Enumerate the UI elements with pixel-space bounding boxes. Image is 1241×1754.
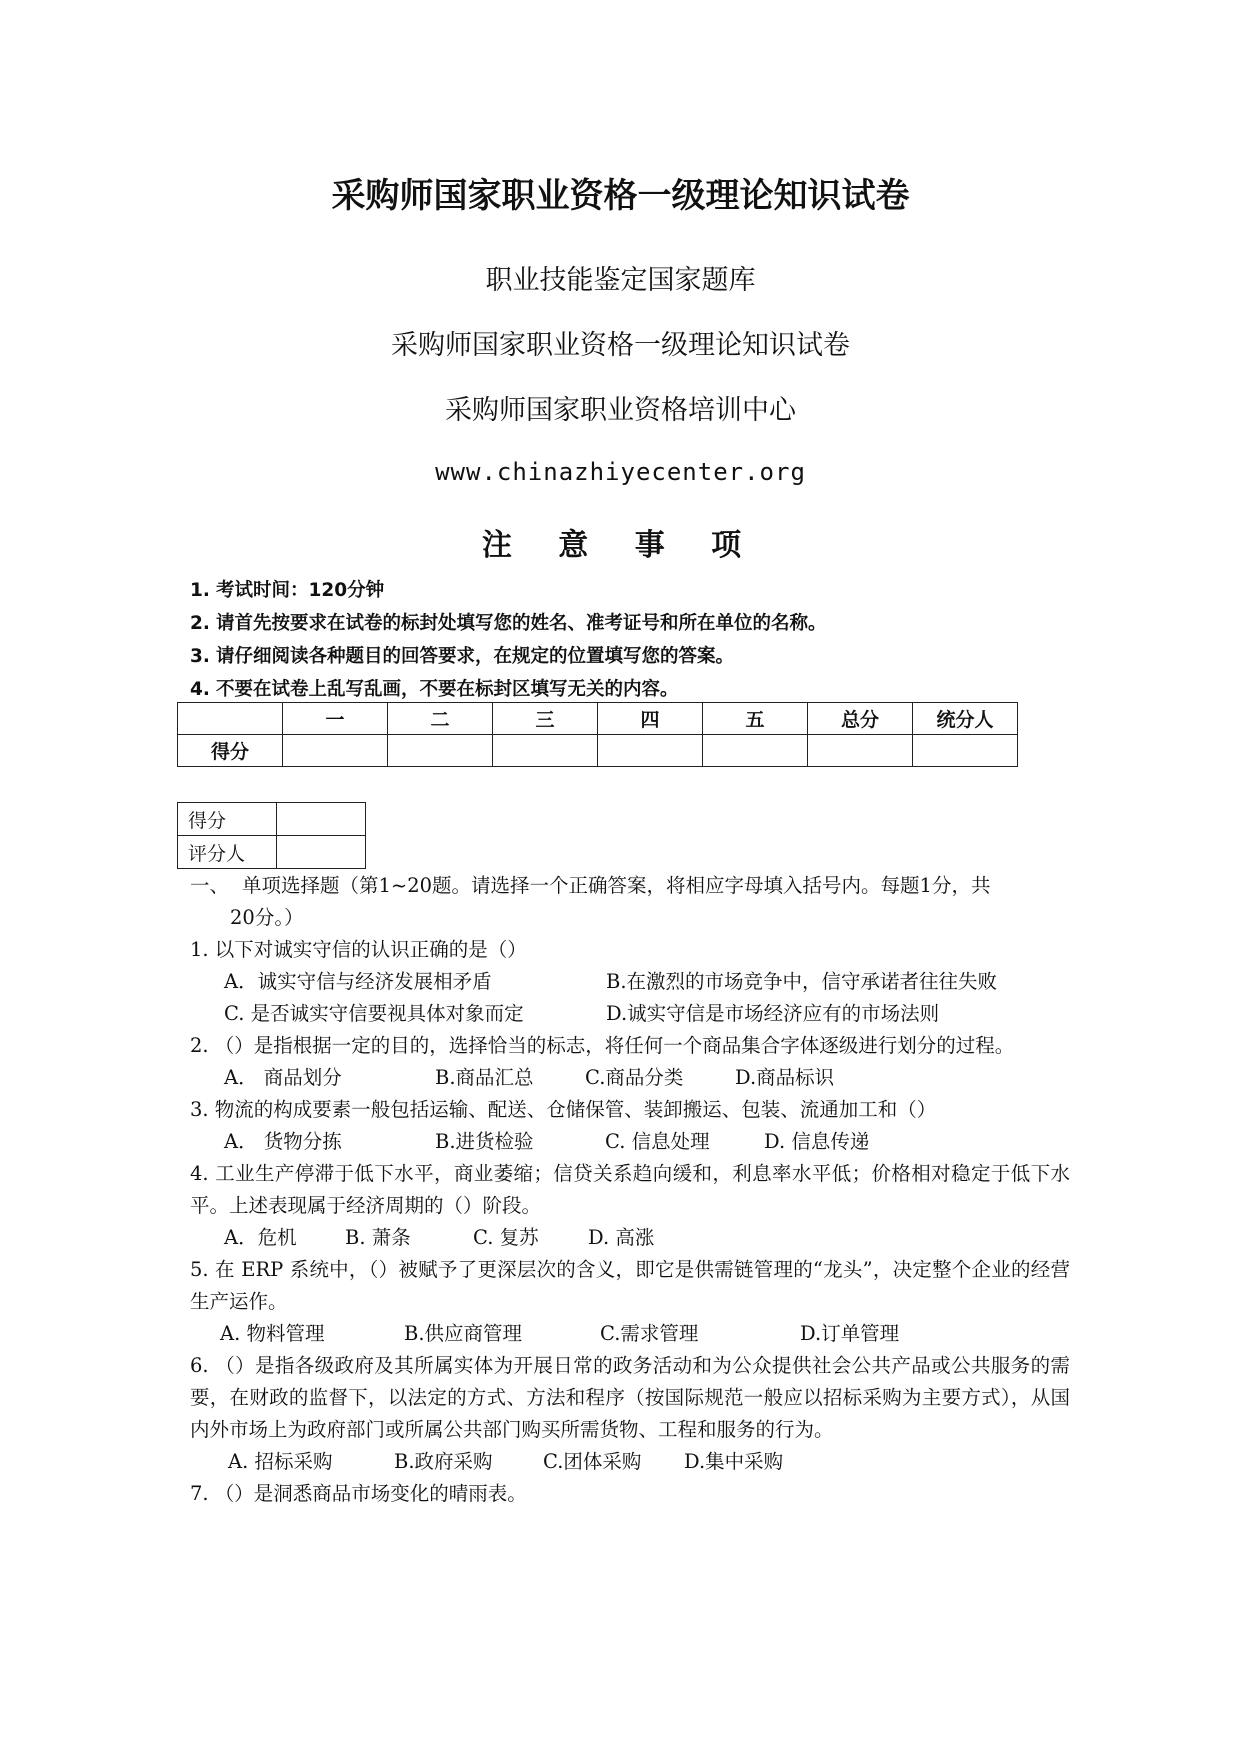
question-stem: 7. （）是洞悉商品市场变化的晴雨表。 <box>190 1482 527 1505</box>
option-d[interactable]: D.订单管理 <box>800 1322 900 1345</box>
notice-list <box>190 574 827 706</box>
section-heading-line <box>190 870 1070 902</box>
question-list <box>190 934 1070 1510</box>
score-row <box>178 735 1018 767</box>
notice-number: 3. <box>190 646 210 667</box>
option-a[interactable]: A. 物料管理 <box>220 1322 325 1345</box>
grader-name-row <box>178 836 366 869</box>
question-stem: 6. （）是指各级政府及其所属实体为开展日常的政务活动和为公众提供社会公共产品或公共服务的需要，在财政的监督下，以法定的方式、方法和程序（按国际规范一般应以招标采购为主要方式），从国内外市场上为政府部门或所属公共部门购买所需货物、工程和服务的行为。 <box>190 1354 1070 1441</box>
grader-score-row <box>178 803 366 836</box>
option-a[interactable]: A．危机 <box>224 1226 297 1249</box>
option-d[interactable]: D.集中采购 <box>684 1450 784 1473</box>
grader-name-label: 评分人 <box>178 836 277 869</box>
option-d[interactable]: D.诚实守信是市场经济应有的市场法则 <box>606 1002 940 1025</box>
option-row <box>190 1126 1070 1158</box>
question-stem: 5. 在 ERP 系统中，（）被赋予了更深层次的含义，即它是供需链管理的“龙头”，决定整个企业的经营生产运作。 <box>190 1258 1070 1313</box>
score-cell[interactable] <box>283 735 388 767</box>
subtitle-training-center: 采购师国家职业资格培训中心 <box>445 395 796 426</box>
grader-name-cell[interactable] <box>277 836 366 869</box>
option-b[interactable]: B.商品汇总 <box>435 1066 534 1089</box>
score-cell[interactable] <box>808 735 913 767</box>
page-title: 采购师国家职业资格一级理论知识试卷 <box>331 176 910 216</box>
option-a[interactable]: A. 招标采购 <box>228 1450 333 1473</box>
score-header-cell: 一 <box>283 703 388 735</box>
option-row <box>190 1062 1070 1094</box>
option-d[interactable]: D. 高涨 <box>588 1226 655 1249</box>
notice-number: 2. <box>190 613 210 634</box>
option-row <box>190 1446 1070 1478</box>
option-a[interactable]: A． 商品划分 <box>224 1066 342 1089</box>
option-c[interactable]: C.商品分类 <box>585 1066 684 1089</box>
subtitle-exam-name: 采购师国家职业资格一级理论知识试卷 <box>391 330 850 361</box>
score-cell[interactable] <box>913 735 1018 767</box>
option-d[interactable]: D. 信息传递 <box>764 1130 870 1153</box>
option-c[interactable]: C. 复苏 <box>473 1226 539 1249</box>
score-header-cell: 五 <box>703 703 808 735</box>
score-cell[interactable] <box>598 735 703 767</box>
option-row <box>190 1222 1070 1254</box>
score-cell[interactable] <box>493 735 598 767</box>
notice-number: 1. <box>190 580 210 601</box>
score-summary-table <box>177 702 1018 767</box>
question-stem: 2. （）是指根据一定的目的，选择恰当的标志，将任何一个商品集合字体逐级进行划分的过程。 <box>190 1034 1015 1057</box>
option-c[interactable]: C. 信息处理 <box>605 1130 710 1153</box>
question-stem: 3. 物流的构成要素一般包括运输、配送、仓储保管、装卸搬运、包装、流通加工和（） <box>190 1098 937 1121</box>
option-b[interactable]: B.供应商管理 <box>404 1322 523 1345</box>
website-url: www.chinazhiyecenter.org <box>435 458 806 486</box>
section-text-continued: 20分。） <box>230 906 304 929</box>
score-header-cell: 总分 <box>808 703 913 735</box>
notice-text: 不要在试卷上乱写乱画，不要在标封区填写无关的内容。 <box>216 679 679 700</box>
notice-text: 请仔细阅读各种题目的回答要求，在规定的位置填写您的答案。 <box>216 646 735 667</box>
notice-text: 请首先按要求在试卷的标封处填写您的姓名、准考证号和所在单位的名称。 <box>216 613 827 634</box>
score-header-cell: 四 <box>598 703 703 735</box>
question-stem: 4. 工业生产停滞于低下水平，商业萎缩；信贷关系趋向缓和，利息率水平低；价格相对稳定于低下水平。上述表现属于经济周期的（）阶段。 <box>190 1162 1070 1217</box>
option-a[interactable]: A．诚实守信与经济发展相矛盾 <box>224 970 492 993</box>
notice-text: 考试时间：120分钟 <box>216 580 385 601</box>
score-header-cell: 二 <box>388 703 493 735</box>
option-row <box>190 1318 1070 1350</box>
grader-score-label: 得分 <box>178 803 277 836</box>
score-header-cell <box>178 703 283 735</box>
notice-item <box>190 574 827 607</box>
option-b[interactable]: B.进货检验 <box>435 1130 534 1153</box>
grader-score-cell[interactable] <box>277 803 366 836</box>
question-stem: 1. 以下对诚实守信的认识正确的是（） <box>190 938 527 961</box>
option-c[interactable]: C.需求管理 <box>600 1322 699 1345</box>
section-number: 一、 <box>190 874 230 897</box>
notice-number: 4. <box>190 679 210 700</box>
subtitle-question-bank: 职业技能鉴定国家题库 <box>485 265 756 296</box>
option-a[interactable]: A． 货物分拣 <box>224 1130 342 1153</box>
option-b[interactable]: B.政府采购 <box>394 1450 493 1473</box>
option-row <box>190 998 1070 1030</box>
score-header-cell: 三 <box>493 703 598 735</box>
option-c[interactable]: C.团体采购 <box>543 1450 642 1473</box>
section-instructions <box>190 870 1070 934</box>
option-b[interactable]: B.在激烈的市场竞争中，信守承诺者往往失败 <box>606 970 998 993</box>
option-c[interactable]: C. 是否诚实守信要视具体对象而定 <box>224 1002 524 1025</box>
option-row <box>190 966 1070 998</box>
score-cell[interactable] <box>703 735 808 767</box>
score-row-label: 得分 <box>178 735 283 767</box>
option-b[interactable]: B. 萧条 <box>345 1226 411 1249</box>
score-header-cell: 统分人 <box>913 703 1018 735</box>
notice-item <box>190 607 827 640</box>
notice-title: 注 意 事 项 <box>481 528 760 563</box>
section-text: 单项选择题（第1~20题。请选择一个正确答案，将相应字母填入括号内。每题1分，共 <box>242 874 991 897</box>
option-d[interactable]: D.商品标识 <box>735 1066 835 1089</box>
grader-box <box>177 802 366 869</box>
score-header-row <box>178 703 1018 735</box>
notice-item <box>190 640 827 673</box>
score-cell[interactable] <box>388 735 493 767</box>
